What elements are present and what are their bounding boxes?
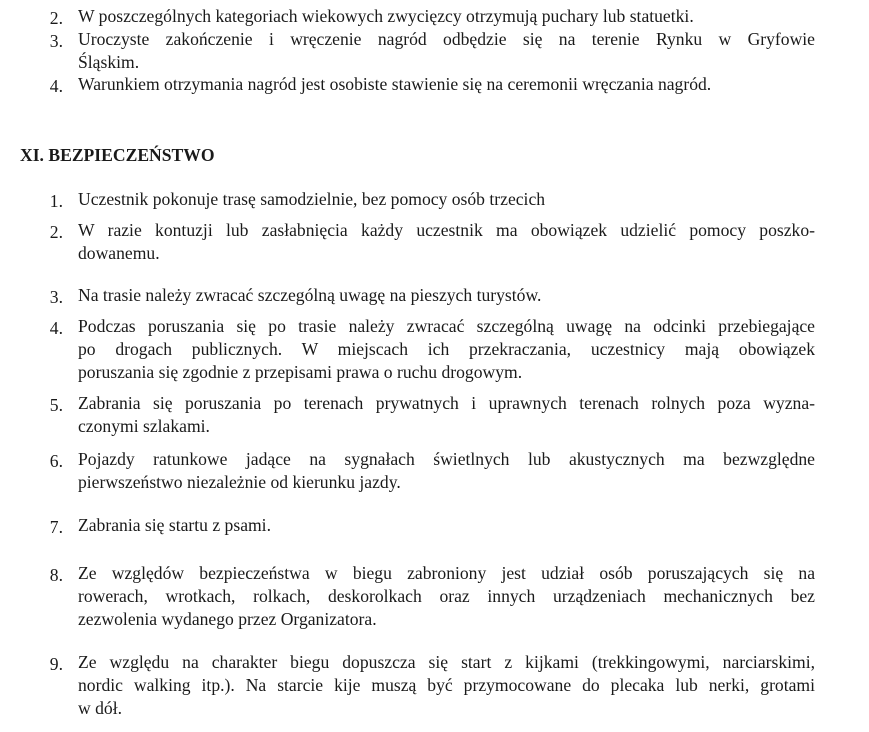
section-heading: XI. BEZPIECZEŃSTWO: [20, 145, 215, 165]
item-number: 4.: [49, 76, 63, 96]
item-text-line: Ze względu na charakter biegu dopuszcza się start z kijkami (trekkingowymi, narciarskimi,: [78, 652, 815, 672]
item-text-line: Warunkiem otrzymania nagród jest osobiste stawienie się na ceremonii wręczania nagród.: [78, 74, 712, 94]
item-text-line: nordic walking itp.). Na starcie kije muszą być przymocowane do plecaka lub nerki, grotami: [78, 675, 815, 695]
item-text-line: W razie kontuzji lub zasłabnięcia każdy uczestnik ma obowiązek udzielić pomocy poszko-: [78, 220, 815, 240]
item-text-line: w dół.: [78, 698, 122, 718]
item-number: 7.: [49, 517, 63, 537]
item-text-line: W poszczególnych kategoriach wiekowych zwycięzcy otrzymują puchary lub statuetki.: [78, 6, 694, 26]
item-text-line: Ze względów bezpieczeństwa w biegu zabroniony jest udział osób poruszających się na: [78, 563, 815, 583]
item-text-line: Śląskim.: [78, 52, 140, 72]
item-number: 3.: [49, 287, 63, 307]
item-text-line: po drogach publicznych. W miejscach ich przekraczania, uczestnicy mają obowiązek: [78, 339, 815, 359]
item-number: 2.: [49, 222, 63, 242]
item-number: 9.: [49, 654, 63, 674]
item-text-line: poruszania się zgodnie z przepisami prawa o ruchu drogowym.: [78, 362, 523, 382]
item-text-line: czonymi szlakami.: [78, 416, 210, 436]
item-text-line: zezwolenia wydanego przez Organizatora.: [78, 609, 377, 629]
item-text-line: dowanemu.: [78, 243, 160, 263]
item-text-line: Podczas poruszania się po trasie należy zwracać szczególną uwagę na odcinki przebiegające: [78, 316, 815, 336]
item-number: 8.: [49, 565, 63, 585]
item-number: 4.: [49, 318, 63, 338]
item-number: 3.: [49, 31, 63, 51]
item-text-line: Uroczyste zakończenie i wręczenie nagród odbędzie się na terenie Rynku w Gryfowie: [78, 29, 815, 49]
item-text-line: Pojazdy ratunkowe jadące na sygnałach świetlnych lub akustycznych ma bezwzględne: [78, 449, 815, 469]
item-text-line: Zabrania się startu z psami.: [78, 515, 271, 535]
item-text-line: Uczestnik pokonuje trasę samodzielnie, bez pomocy osób trzecich: [78, 189, 546, 209]
item-number: 6.: [49, 451, 63, 471]
item-number: 2.: [49, 8, 63, 28]
item-text-line: Na trasie należy zwracać szczególną uwagę na pieszych turystów.: [78, 285, 542, 305]
item-number: 1.: [49, 191, 63, 211]
item-text-line: pierwszeństwo niezależnie od kierunku jazdy.: [78, 472, 401, 492]
item-number: 5.: [49, 395, 63, 415]
item-text-line: rowerach, wrotkach, rolkach, deskorolkach oraz innych urządzeniach mechanicznych bez: [78, 586, 815, 606]
item-text-line: Zabrania się poruszania po terenach prywatnych i uprawnych terenach rolnych poza wyzna-: [78, 393, 815, 413]
